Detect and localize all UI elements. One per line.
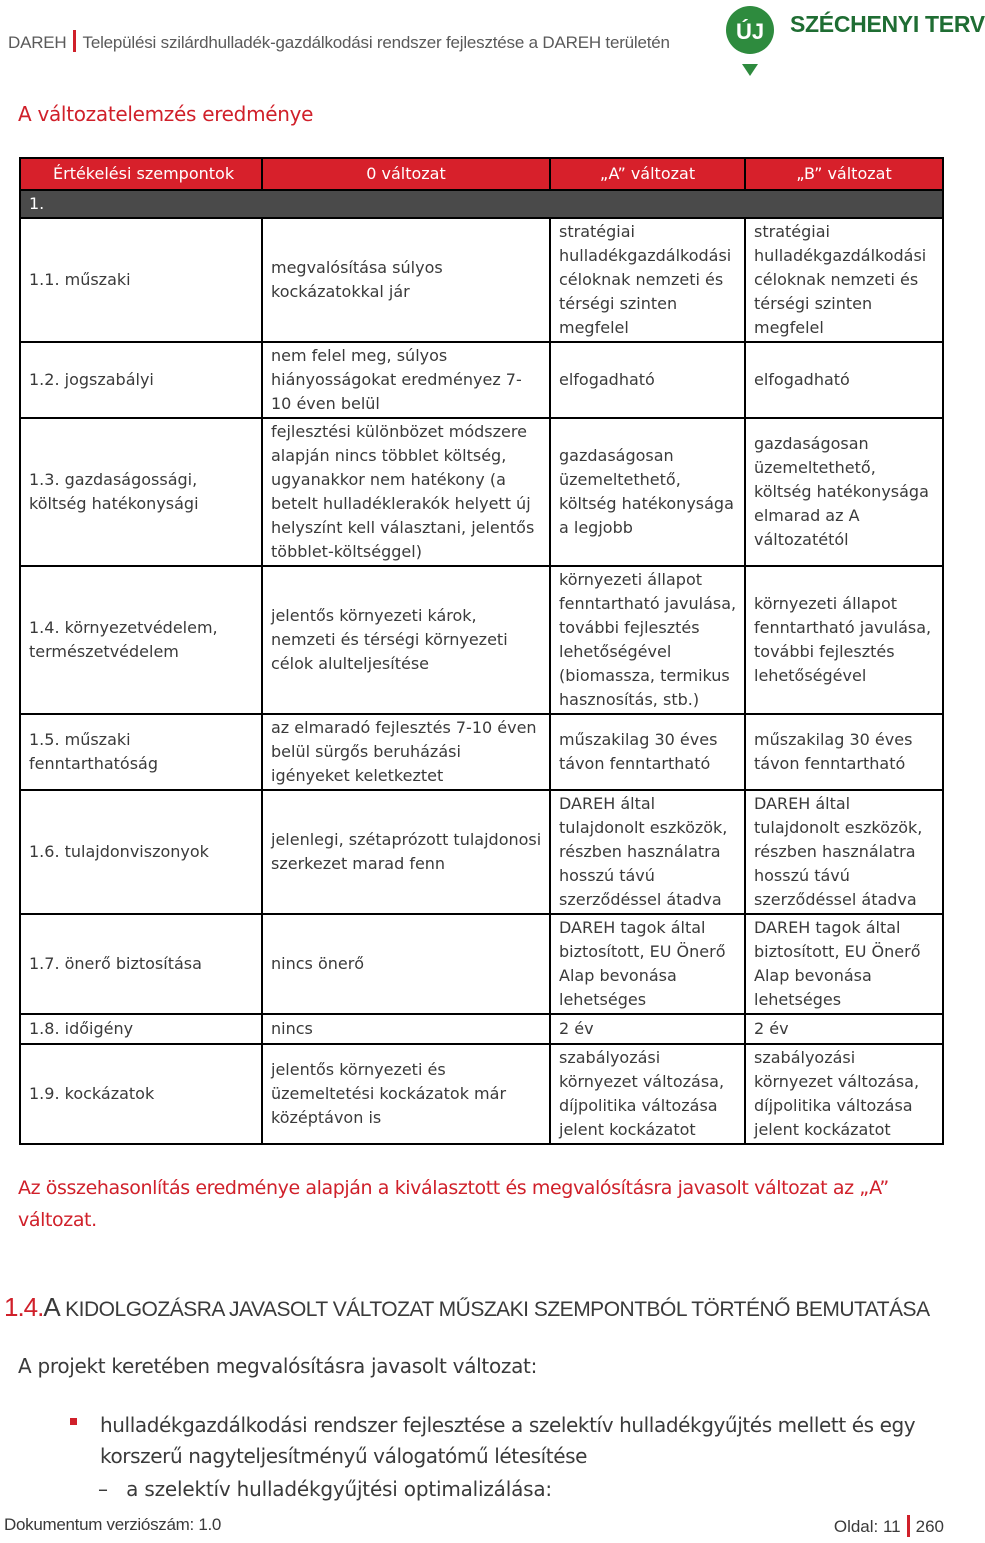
row-variant-0: fejlesztési különbözet módszere alapján nincs többlet költség, ugyanakkor nem hatékony (a betelt hulladéklerakók helyett új helyszínt kell választani, jelentős többlet-költséggel): [262, 418, 550, 566]
row-variant-b: 2 év: [745, 1014, 943, 1044]
footer-total: 260: [915, 1517, 944, 1536]
row-variant-b: elfogadható: [745, 342, 943, 418]
row-variant-a: DAREH által tulajdonolt eszközök, részben használatra hosszú távú szerződéssel átadva: [550, 790, 745, 914]
table-header-row: [20, 158, 943, 190]
table-row: [20, 790, 943, 914]
table-row: [20, 1014, 943, 1044]
row-variant-a: gazdaságosan üzemeltethető, költség hatékonysága a legjobb: [550, 418, 745, 566]
footer-separator: [907, 1515, 910, 1537]
row-criterion: 1.1. műszaki: [20, 218, 262, 342]
table-row: [20, 1044, 943, 1144]
bullet-text: hulladékgazdálkodási rendszer fejlesztése a szelektív hulladékgyűjtés mellett és egy korszerű nagyteljesítményű válogatómű létesítése: [100, 1413, 916, 1468]
row-criterion: 1.2. jogszabályi: [20, 342, 262, 418]
row-criterion: 1.9. kockázatok: [20, 1044, 262, 1144]
heading-first-letter: A: [43, 1292, 61, 1322]
table-row: [20, 218, 943, 342]
footer-page: [834, 1515, 944, 1537]
footer-page-label: Oldal: 11: [833, 1517, 901, 1536]
row-criterion: 1.4. környezetvédelem, természetvédelem: [20, 566, 262, 714]
header-cell-variant-0: 0 változat: [262, 158, 550, 190]
header-cell-criteria: Értékelési szempontok: [20, 158, 262, 190]
heading-number: 1.4.: [4, 1292, 44, 1322]
row-variant-b: DAREH tagok által biztosított, EU Önerő Alap bevonása lehetséges: [745, 914, 943, 1014]
row-variant-a: elfogadható: [550, 342, 745, 418]
header-title: Települési szilárdhulladék-gazdálkodási rendszer fejlesztése a DAREH területén: [82, 33, 670, 52]
row-criterion: 1.7. önerő biztosítása: [20, 914, 262, 1014]
header-separator: [73, 30, 76, 52]
row-criterion: 1.5. műszaki fenntarthatóság: [20, 714, 262, 790]
header-cell-variant-a: „A” változat: [550, 158, 745, 190]
row-criterion: 1.3. gazdaságossági, költség hatékonysági: [20, 418, 262, 566]
dash-text: a szelektív hulladékgyűjtési optimalizálása:: [126, 1477, 552, 1501]
running-header: [8, 30, 670, 53]
bullet-square-icon: [70, 1418, 77, 1425]
row-variant-b: stratégiai hulladékgazdálkodási céloknak nemzeti és térségi szinten megfelel: [745, 218, 943, 342]
footer-version: Dokumentum verziószám: 1.0: [4, 1515, 222, 1534]
table-row: [20, 566, 943, 714]
table-group-row: [20, 190, 943, 218]
row-criterion: 1.8. időigény: [20, 1014, 262, 1044]
conclusion-text: Az összehasonlítás eredménye alapján a kiválasztott és megvalósításra javasolt változat az „A” változat.: [18, 1177, 889, 1231]
row-variant-0: nem felel meg, súlyos hiányosságokat eredményez 7-10 éven belül: [262, 342, 550, 418]
intro-text: A projekt keretében megvalósításra javasolt változat:: [18, 1354, 538, 1378]
section-heading: [4, 1292, 930, 1323]
row-variant-0: nincs önerő: [262, 914, 550, 1014]
row-variant-a: DAREH tagok által biztosított, EU Önerő Alap bevonása lehetséges: [550, 914, 745, 1014]
row-variant-a: műszakilag 30 éves távon fenntartható: [550, 714, 745, 790]
row-variant-0: nincs: [262, 1014, 550, 1044]
row-variant-0: jelenlegi, szétaprózott tulajdonosi szerkezet marad fenn: [262, 790, 550, 914]
heading-rest: KIDOLGOZÁSRA JAVASOLT VÁLTOZAT MŰSZAKI SZEMPONTBÓL TÖRTÉNŐ BEMUTATÁSA: [65, 1298, 930, 1321]
row-variant-a: 2 év: [550, 1014, 745, 1044]
row-variant-b: DAREH által tulajdonolt eszközök, részben használatra hosszú távú szerződéssel átadva: [745, 790, 943, 914]
row-variant-a: stratégiai hulladékgazdálkodási céloknak nemzeti és térségi szinten megfelel: [550, 218, 745, 342]
section-title: A változatelemzés eredménye: [18, 102, 314, 126]
logo-badge-text: ÚJ: [735, 19, 765, 44]
row-variant-b: környezeti állapot fenntartható javulása, további fejlesztés lehetőségével: [745, 566, 943, 714]
group-label: 1.: [20, 190, 943, 218]
header-cell-variant-b: „B” változat: [745, 158, 943, 190]
row-variant-0: jelentős környezeti és üzemeltetési kockázatok már középtávon is: [262, 1044, 550, 1144]
comparison-table: [19, 157, 944, 1145]
row-criterion: 1.6. tulajdonviszonyok: [20, 790, 262, 914]
row-variant-b: műszakilag 30 éves távon fenntartható: [745, 714, 943, 790]
table-row: [20, 418, 943, 566]
table-row: [20, 342, 943, 418]
row-variant-b: gazdaságosan üzemeltethető, költség hatékonysága elmarad az A változatétól: [745, 418, 943, 566]
row-variant-0: megvalósítása súlyos kockázatokkal jár: [262, 218, 550, 342]
row-variant-0: jelentős környezeti károk, nemzeti és térségi környezeti célok alulteljesítése: [262, 566, 550, 714]
row-variant-a: környezeti állapot fenntartható javulása, további fejlesztés lehetőségével (biomassza, termikus hasznosítás, stb.): [550, 566, 745, 714]
table-row: [20, 714, 943, 790]
row-variant-0: az elmaradó fejlesztés 7-10 éven belül sürgős beruházási igényeket keletkeztet: [262, 714, 550, 790]
table-row: [20, 914, 943, 1014]
dash-icon: –: [98, 1477, 108, 1501]
row-variant-b: szabályozási környezet változása, díjpolitika változása jelent kockázatot: [745, 1044, 943, 1144]
row-variant-a: szabályozási környezet változása, díjpolitika változása jelent kockázatot: [550, 1044, 745, 1144]
logo-text: SZÉCHENYI TERV: [790, 11, 985, 37]
dash-item: [98, 1477, 552, 1501]
header-brand: DAREH: [8, 33, 67, 52]
logo-pin-tip: [742, 64, 758, 76]
